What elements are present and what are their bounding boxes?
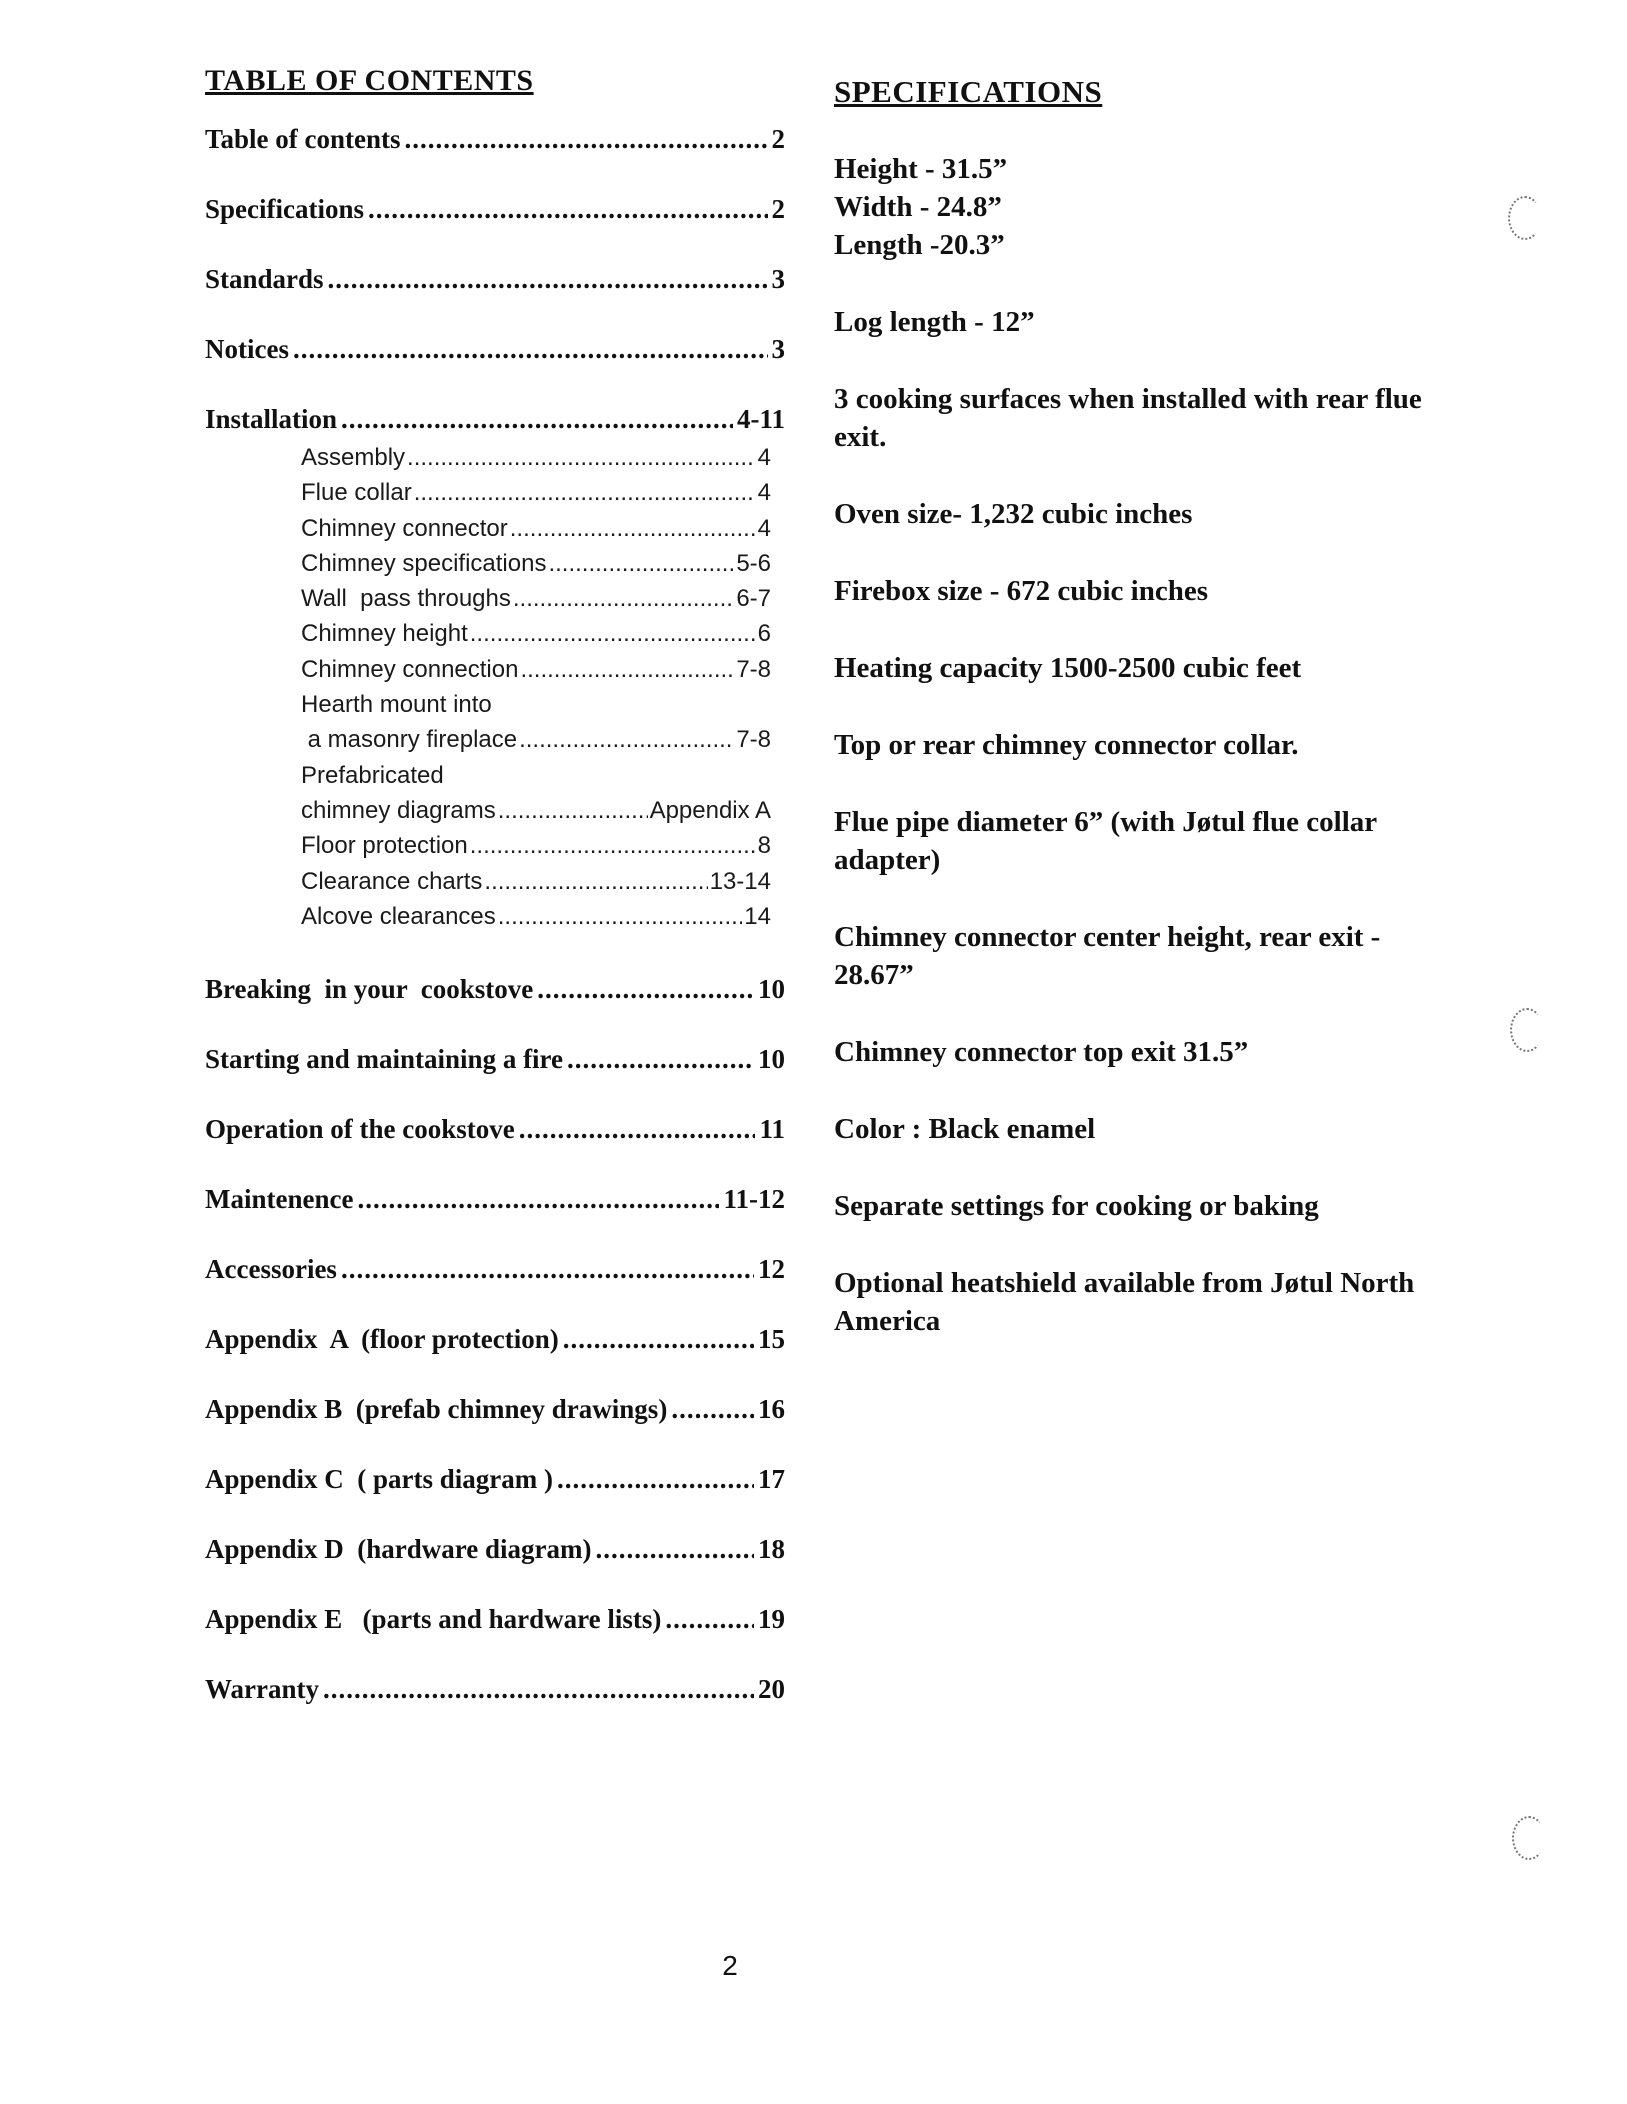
spec-heatshield: Optional heatshield available from Jøtul North America [834, 1267, 1415, 1337]
toc-leader-dots [405, 124, 768, 155]
toc-entry-label: Table of contents [205, 124, 401, 154]
toc-entry [205, 1534, 785, 1570]
toc-leader-dots [323, 1674, 754, 1705]
spec-log-length: Log length - 12” [834, 306, 1035, 338]
toc-leader-dots [357, 1184, 719, 1215]
toc-subentry [301, 444, 771, 479]
spec-oven-size: Oven size- 1,232 cubic inches [834, 498, 1193, 530]
toc-subentry-page: 4 [757, 444, 771, 471]
table-of-contents [205, 64, 805, 1744]
toc-leader-dots [671, 1394, 754, 1425]
toc-entry-page: 2 [771, 194, 785, 224]
toc-leader-dots [537, 974, 754, 1005]
toc-subentry-label: Hearth mount into [301, 691, 492, 719]
toc-leader-dots [470, 832, 756, 860]
toc-leader-dots [548, 550, 734, 578]
toc-entry-page: 10 [758, 1044, 785, 1075]
toc-leader-dots [470, 620, 756, 648]
toc-entry-label: Starting and maintaining a fire [205, 1044, 564, 1075]
toc-subentry-label: a masonry fireplace [301, 726, 518, 754]
toc-subentry-label: Prefabricated [301, 761, 444, 789]
toc-entry-page: 16 [758, 1394, 785, 1425]
toc-subentry-page: 8 [757, 832, 771, 860]
toc-entry [205, 1114, 785, 1150]
toc-leader-dots [567, 1044, 754, 1075]
toc-subentry [301, 903, 771, 938]
toc-entry-page: 3 [771, 264, 785, 294]
toc-subentry-page: 4 [757, 479, 771, 507]
spec-color: Color : Black enamel [834, 1113, 1096, 1145]
toc-subentry [301, 762, 771, 797]
toc-subentry-label: Flue collar [301, 479, 412, 507]
toc-entry-label: Operation of the cookstove [205, 1114, 515, 1145]
toc-subentry-label: Assembly [301, 444, 406, 471]
toc-entry-label: Appendix E (parts and hardware lists) [205, 1604, 662, 1635]
toc-subentry-page: 4 [757, 514, 771, 542]
spec-connector-collar: Top or rear chimney connector collar. [834, 729, 1299, 761]
toc-entry [205, 1674, 785, 1710]
toc-entry [205, 334, 785, 370]
toc-entry-label: Appendix D (hardware diagram) [205, 1534, 592, 1565]
toc-leader-dots [520, 656, 734, 684]
spec-height: Height - 31.5” [834, 153, 1008, 185]
page-number: 2 [722, 1950, 738, 1981]
toc-installation-subentries [301, 444, 805, 938]
toc-entry-label: Specifications [205, 194, 364, 224]
specifications [834, 74, 1454, 1379]
spec-firebox-size: Firebox size - 672 cubic inches [834, 575, 1209, 607]
toc-leader-dots [484, 868, 707, 896]
toc-leader-dots [519, 1114, 756, 1145]
toc-leader-dots [498, 797, 648, 825]
toc-list [205, 124, 805, 440]
toc-subentry [301, 479, 771, 514]
toc-subentry [301, 515, 771, 550]
toc-leader-dots [293, 334, 768, 365]
toc-entry [205, 974, 785, 1010]
toc-entry-page: 11-12 [723, 1184, 785, 1215]
toc-subentry-label: Chimney connector [301, 514, 508, 542]
toc-subentry [301, 550, 771, 585]
spec-settings: Separate settings for cooking or baking [834, 1190, 1319, 1222]
toc-entry [205, 1254, 785, 1290]
toc-entry [205, 194, 785, 230]
punch-hole-icon [1510, 1008, 1544, 1052]
toc-entry [205, 1324, 785, 1360]
toc-entry [205, 1464, 785, 1500]
toc-entry-label: Maintenence [205, 1184, 354, 1215]
toc-subentry-page: Appendix A [649, 796, 771, 824]
punch-hole-icon [1508, 196, 1542, 240]
toc-subentry-label: Floor protection [301, 832, 468, 860]
toc-entry [205, 124, 785, 160]
toc-leader-dots [368, 194, 768, 225]
toc-entry [205, 404, 785, 440]
toc-subentry-page: 14 [744, 902, 771, 930]
toc-entry-label: Appendix B (prefab chimney drawings) [205, 1394, 668, 1425]
toc-subentry [301, 832, 771, 867]
toc-leader-dots [328, 264, 768, 295]
toc-leader-dots [557, 1464, 754, 1495]
toc-entry [205, 1044, 785, 1080]
toc-entry-page: 18 [758, 1534, 785, 1565]
toc-subentry [301, 868, 771, 903]
toc-entry-label: Warranty [205, 1674, 319, 1705]
toc-subentry-page: 5-6 [736, 549, 771, 577]
toc-entry-page: 11 [759, 1114, 785, 1145]
toc-subentry [301, 797, 771, 832]
spec-length: Length -20.3” [834, 229, 1005, 261]
toc-entry-label: Notices [205, 334, 289, 364]
spec-heating-capacity: Heating capacity 1500-2500 cubic feet [834, 652, 1302, 684]
toc-entry-page: 2 [771, 124, 785, 154]
toc-subentry [301, 585, 771, 620]
toc-entry-page: 20 [758, 1674, 785, 1705]
spec-cooking-surfaces: 3 cooking surfaces when installed with rear flue exit. [834, 383, 1422, 453]
toc-subentry-label: Alcove clearances [301, 902, 496, 930]
toc-leader-dots [513, 585, 734, 613]
toc-entry-page: 10 [758, 974, 785, 1005]
toc-subentry-page: 7-8 [736, 726, 771, 754]
toc-subentry [301, 620, 771, 655]
toc-leader-dots [596, 1534, 754, 1565]
toc-subentry-label: Wall pass throughs [301, 585, 511, 613]
toc-entry-label: Accessories [205, 1254, 337, 1285]
toc-subentry-label: Chimney connection [301, 655, 519, 683]
spec-width: Width - 24.8” [834, 191, 1002, 223]
toc-leader-dots [414, 479, 756, 507]
toc-subentry-page: 13-14 [709, 867, 771, 895]
toc-entry [205, 264, 785, 300]
specifications-heading: SPECIFICATIONS [834, 74, 1103, 109]
spec-connector-top-exit: Chimney connector top exit 31.5” [834, 1036, 1249, 1068]
toc-entry-page: 4-11 [736, 404, 785, 434]
toc-entry [205, 1394, 785, 1430]
toc-entry-page: 17 [758, 1464, 785, 1495]
toc-entry-label: Breaking in your cookstove [205, 974, 534, 1005]
toc-list-continued [205, 974, 805, 1710]
toc-subentry [301, 726, 771, 761]
toc-subentry-label: Clearance charts [301, 867, 483, 895]
toc-subentry-page: 6 [757, 620, 771, 648]
toc-leader-dots [341, 404, 733, 435]
toc-leader-dots [563, 1324, 754, 1355]
toc-subentry-page: 7-8 [736, 655, 771, 683]
toc-entry-label: Installation [205, 404, 338, 434]
toc-entry-label: Standards [205, 264, 324, 294]
toc-entry-label: Appendix C ( parts diagram ) [205, 1464, 554, 1495]
toc-entry-page: 3 [771, 334, 785, 364]
spec-connector-center-height: Chimney connector center height, rear exit - 28.67” [834, 921, 1381, 991]
toc-leader-dots [665, 1604, 754, 1635]
toc-leader-dots [498, 903, 743, 931]
toc-entry-page: 19 [758, 1604, 785, 1635]
toc-entry [205, 1184, 785, 1220]
toc-leader-dots [519, 726, 734, 754]
toc-subentry-label: Chimney specifications [301, 549, 547, 577]
toc-subentry-page: 6-7 [736, 585, 771, 613]
toc-entry-page: 15 [758, 1324, 785, 1355]
toc-leader-dots [341, 1254, 754, 1285]
toc-subentry [301, 656, 771, 691]
toc-subentry-label: chimney diagrams [301, 796, 496, 824]
toc-heading: TABLE OF CONTENTS [205, 64, 534, 97]
toc-leader-dots [510, 515, 756, 543]
toc-subentry-label: Chimney height [301, 620, 468, 648]
punch-hole-icon [1512, 1816, 1546, 1860]
toc-entry-page: 12 [758, 1254, 785, 1285]
toc-entry [205, 1604, 785, 1640]
toc-subentry [301, 691, 771, 726]
spec-flue-diameter: Flue pipe diameter 6” (with Jøtul flue collar adapter) [834, 806, 1377, 876]
toc-entry-label: Appendix A (floor protection) [205, 1324, 559, 1355]
toc-leader-dots [407, 444, 756, 472]
